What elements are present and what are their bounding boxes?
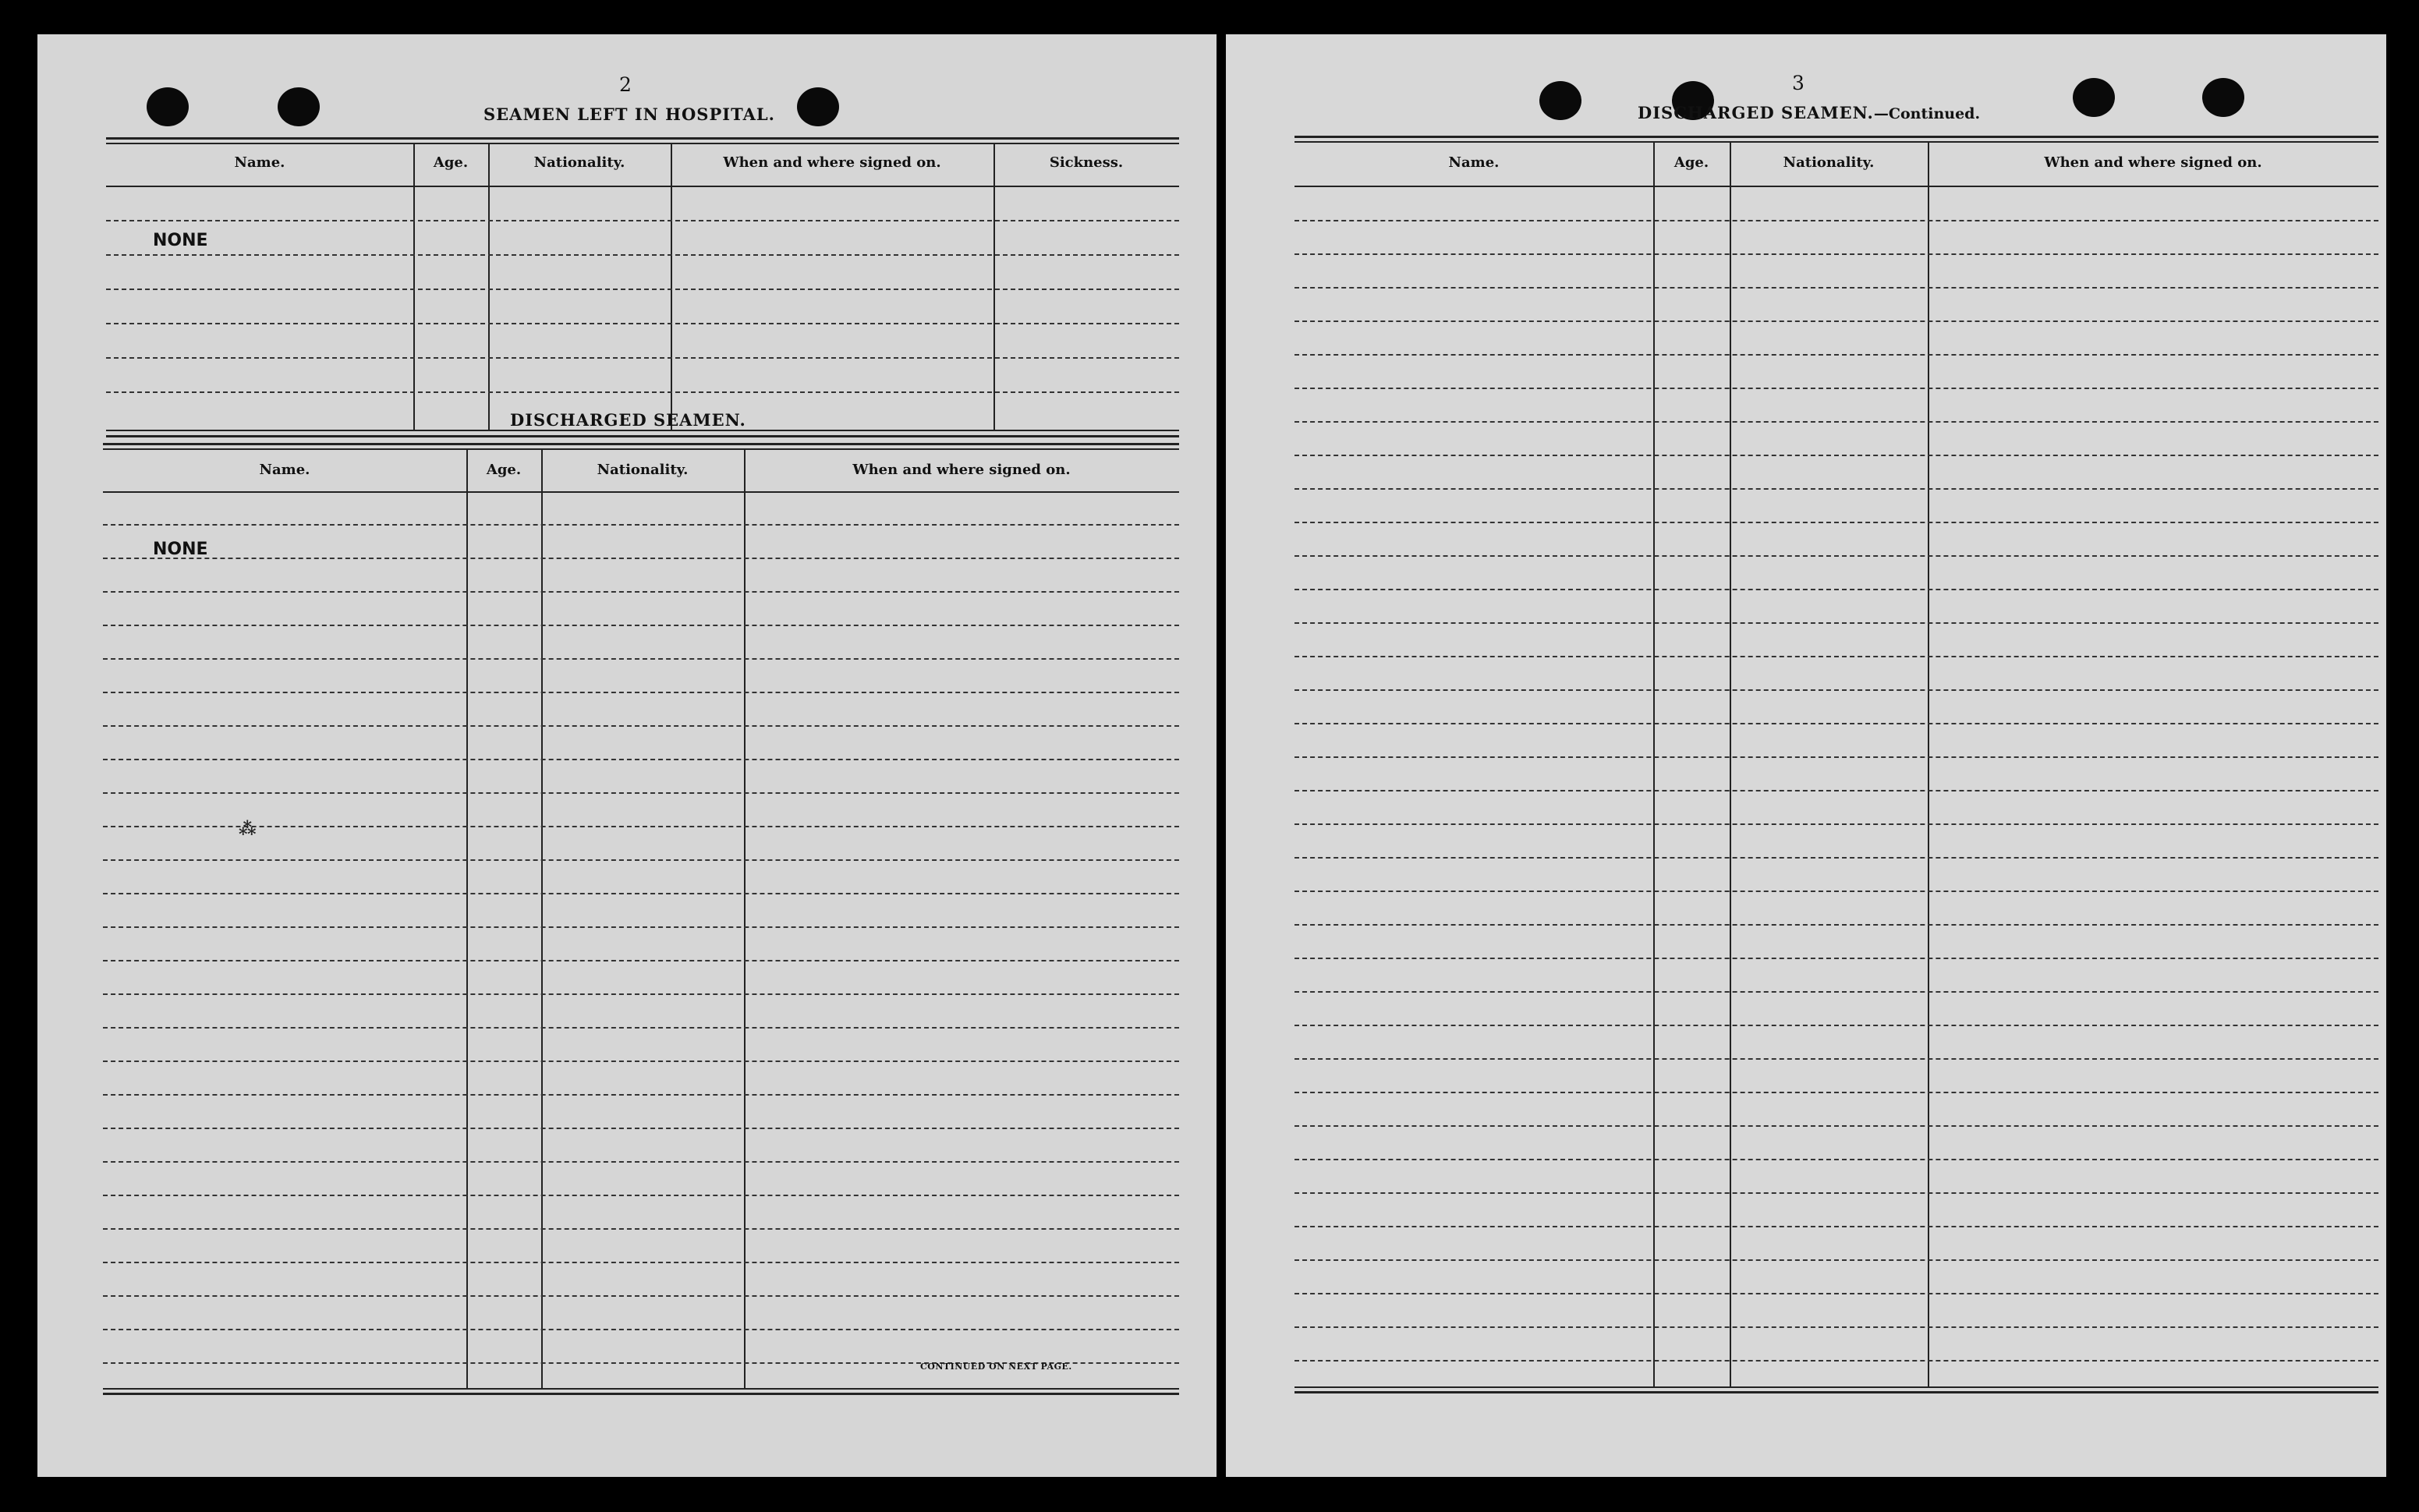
column-header-signed-on: When and where signed on. bbox=[2044, 154, 2262, 171]
left-page bbox=[37, 34, 1217, 1477]
punch-hole bbox=[278, 87, 320, 126]
punch-hole bbox=[147, 87, 189, 126]
discharged-continued-title: DISCHARGED SEAMEN.—Continued. bbox=[1638, 103, 1981, 122]
page-number: 3 bbox=[1792, 72, 1805, 94]
page-number: 2 bbox=[619, 73, 632, 96]
discharged-entry-none: NONE bbox=[153, 540, 208, 559]
punch-hole bbox=[797, 87, 839, 126]
punch-hole bbox=[2202, 78, 2244, 117]
ink-mark: ⁂ bbox=[239, 819, 257, 839]
discharged-continued-table bbox=[1295, 136, 2378, 1394]
column-header-age: Age. bbox=[433, 154, 469, 171]
column-header-signed-on: When and where signed on. bbox=[852, 462, 1071, 478]
column-header-name: Name. bbox=[259, 462, 310, 478]
column-header-nationality: Nationality. bbox=[597, 462, 689, 478]
column-header-age: Age. bbox=[1673, 154, 1709, 171]
discharged-table bbox=[103, 443, 1179, 1396]
column-header-name: Name. bbox=[234, 154, 285, 171]
column-header-name: Name. bbox=[1448, 154, 1500, 171]
hospital-table bbox=[106, 137, 1179, 438]
punch-hole bbox=[2073, 78, 2115, 117]
discharged-section-title: DISCHARGED SEAMEN. bbox=[510, 410, 746, 430]
column-header-nationality: Nationality. bbox=[1783, 154, 1875, 171]
column-header-signed-on: When and where signed on. bbox=[723, 154, 941, 171]
hospital-entry-none: NONE bbox=[153, 231, 208, 250]
right-page bbox=[1226, 34, 2386, 1477]
column-header-nationality: Nationality. bbox=[533, 154, 625, 171]
continued-footnote: CONTINUED ON NEXT PAGE. bbox=[920, 1362, 1072, 1372]
hospital-section-title: SEAMEN LEFT IN HOSPITAL. bbox=[483, 104, 775, 124]
punch-hole bbox=[1539, 81, 1581, 120]
column-header-age: Age. bbox=[486, 462, 522, 478]
column-header-sickness: Sickness. bbox=[1049, 154, 1124, 171]
